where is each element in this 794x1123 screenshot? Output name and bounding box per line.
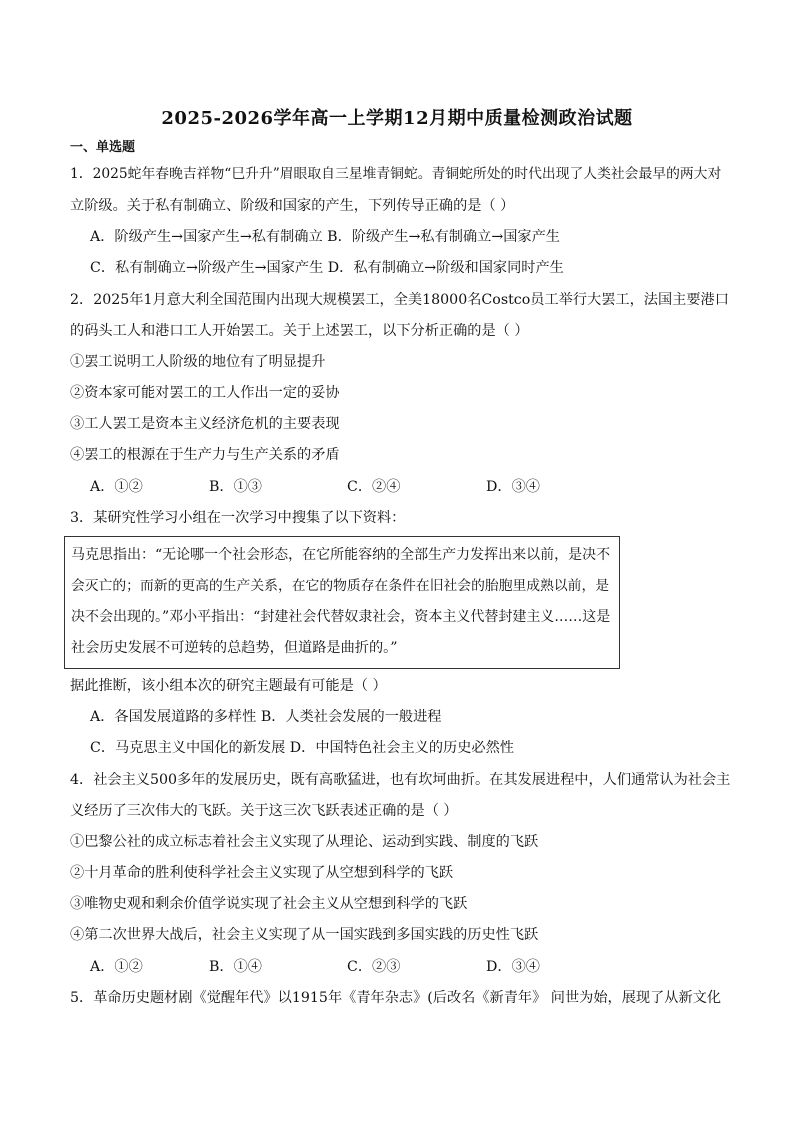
q4-option-c: C．②③ [347,959,401,975]
q2-stem-line1: 2．2025年1月意大利全国范围内出现大规模罢工，全美18000名Costco员工举行大罢工，法国主要港口 [70,292,729,308]
q1-stem-line2: 立阶级。关于私有制确立、阶级和国家的产生，下列传导正确的是（ ） [70,198,515,214]
q3-material-box [64,536,620,669]
q2-statement-4: ④罢工的根源在于生产力与生产关系的矛盾 [70,447,340,463]
q4-stem-line2: 义经历了三次伟大的飞跃。关于这三次飞跃表述正确的是（ ） [70,803,458,819]
q4-option-d: D．③④ [486,959,540,975]
q3-options-cd: C．马克思主义中国化的新发展 D．中国特色社会主义的历史必然性 [90,740,514,756]
q2-statement-3: ③工人罢工是资本主义经济危机的主要表现 [70,416,340,432]
q2-option-b: B．①③ [209,479,262,495]
q3-material-line2: 会灭亡的；而新的更高的生产关系，在它的物质存在条件在旧社会的胎胞里成熟以前，是 [71,578,610,594]
q5-stem-line1: 5．革命历史题材剧《觉醒年代》以1915年《青年杂志》(后改名《新青年》 问世为始，展现了从新文化 [70,990,722,1006]
q4-option-a: A．①② [90,959,143,975]
q3-material-line4: 社会历史发展不可逆转的总趋势，但道路是曲折的。” [71,640,398,656]
q2-statement-1: ①罢工说明工人阶级的地位有了明显提升 [70,354,326,370]
q3-material-line1: 马克思指出：“无论哪一个社会形态，在它所能容纳的全部生产力发挥出来以前，是决不 [71,547,611,563]
q1-options-cd: C．私有制确立→阶级产生→国家产生 D．私有制确立→阶级和国家同时产生 [90,260,564,276]
q1-options-ab: A．阶级产生→国家产生→私有制确立 B．阶级产生→私有制确立→国家产生 [90,229,560,245]
section-heading: 一、单选题 [70,140,136,155]
q2-option-a: A．①② [90,479,143,495]
q3-stem-line1: 3．某研究性学习小组在一次学习中搜集了以下资料： [70,510,406,526]
q3-options-ab: A．各国发展道路的多样性 B．人类社会发展的一般进程 [90,709,442,725]
q2-statement-2: ②资本家可能对罢工的工人作出一定的妥协 [70,385,340,401]
page-title: 2025-2026学年高一上学期12月期中质量检测政治试题 [161,108,633,129]
q4-stem-line1: 4．社会主义500多年的发展历史，既有高歌猛进，也有坎坷曲折。在其发展进程中，人们通常认为社会主 [70,772,731,788]
q4-statement-2: ②十月革命的胜利使科学社会主义实现了从空想到科学的飞跃 [70,865,454,881]
q4-statement-1: ①巴黎公社的成立标志着社会主义实现了从理论、运动到实践、制度的飞跃 [70,834,539,850]
q2-stem-line2: 的码头工人和港口工人开始罢工。关于上述罢工，以下分析正确的是（ ） [70,323,529,339]
q3-material-line3: 决不会出现的。”邓小平指出：“封建社会代替奴隶社会，资本主义代替封建主义……这是 [71,609,611,625]
q2-option-c: C．②④ [347,479,401,495]
q4-statement-4: ④第二次世界大战后，社会主义实现了从一国实践到多国实践的历史性飞跃 [70,927,539,943]
q1-stem-line1: 1．2025蛇年春晚吉祥物“巳升升”眉眼取自三星堆青铜蛇。青铜蛇所处的时代出现了人类社会最早的两大对 [70,166,722,182]
q4-option-b: B．①④ [209,959,262,975]
q2-option-d: D．③④ [486,479,540,495]
q4-statement-3: ③唯物史观和剩余价值学说实现了社会主义从空想到科学的飞跃 [70,896,468,912]
q3-stem-line2: 据此推断，该小组本次的研究主题最有可能是（ ） [70,678,387,694]
